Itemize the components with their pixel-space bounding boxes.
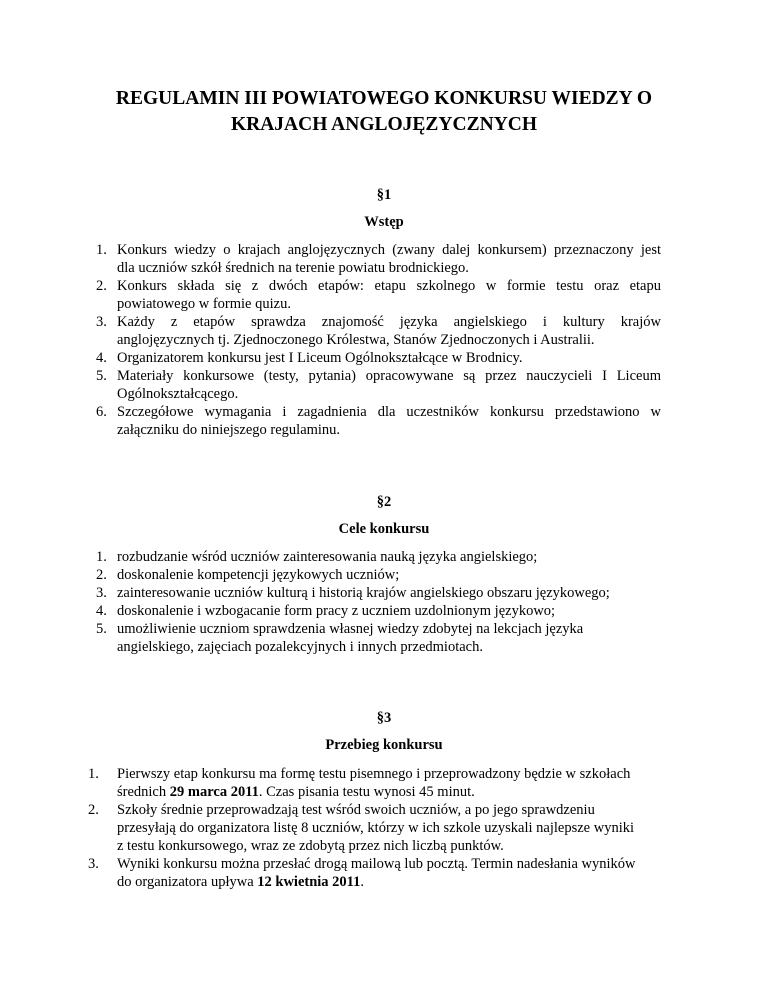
item-number: 1. bbox=[96, 242, 107, 258]
item-line: anglojęzycznych tj. Zjednoczonego Królestwa, Stanów Zjednoczonych i Australii. bbox=[117, 332, 595, 348]
section3-heading: Przebieg konkursu bbox=[325, 737, 443, 753]
section2-item-1 bbox=[97, 548, 667, 566]
section2-item-5 bbox=[97, 620, 667, 656]
section3-item-1 bbox=[88, 765, 678, 801]
item-line: dla uczniów szkół średnich na terenie powiatu brodnickiego. bbox=[117, 260, 469, 276]
item-line: Wyniki konkursu można przesłać drogą mailową lub pocztą. Termin nadesłania wyników bbox=[117, 856, 636, 872]
item-line: Konkurs wiedzy o krajach anglojęzycznych (zwany dalej konkursem) przeznaczony jest bbox=[117, 242, 661, 258]
item-line: doskonalenie kompetencji językowych uczniów; bbox=[117, 567, 400, 583]
section1-item-5 bbox=[97, 367, 661, 403]
item-line: Materiały konkursowe (testy, pytania) opracowywane są przez nauczycieli I Liceum bbox=[117, 368, 661, 384]
item-line: Szczegółowe wymagania i zagadnienia dla uczestników konkursu przedstawiono w bbox=[117, 404, 661, 420]
section1-item-2 bbox=[97, 277, 661, 313]
item-line: powiatowego w formie quizu. bbox=[117, 296, 291, 312]
item-text bbox=[117, 855, 678, 891]
section1-item-3 bbox=[97, 313, 661, 349]
item-number: 2. bbox=[96, 567, 107, 583]
section1-list bbox=[97, 241, 661, 439]
item-line: zainteresowanie uczniów kulturą i historią krajów angielskiego obszaru językowego; bbox=[117, 585, 610, 601]
section2-list bbox=[97, 548, 667, 656]
item-line: załączniku do niniejszego regulaminu. bbox=[117, 422, 341, 438]
item-text bbox=[117, 313, 661, 349]
item-line: Organizatorem konkursu jest I Liceum Ogólnokształcące w Brodnicy. bbox=[117, 350, 523, 366]
section3-item-3 bbox=[88, 855, 678, 891]
item-text bbox=[117, 765, 678, 801]
item-text bbox=[117, 241, 661, 277]
item-number: 6. bbox=[96, 404, 107, 420]
section1-number: §1 bbox=[376, 187, 392, 203]
item-number: 5. bbox=[96, 368, 107, 384]
item-text bbox=[117, 801, 678, 855]
section3-number: §3 bbox=[376, 710, 392, 726]
item-line: Szkoły średnie przeprowadzają test wśród swoich uczniów, a po jego sprawdzeniu bbox=[117, 802, 595, 818]
section3-item-2 bbox=[88, 801, 678, 855]
item-line: angielskiego, zajęciach pozalekcyjnych i innych przedmiotach. bbox=[117, 639, 483, 655]
section1-item-1 bbox=[97, 241, 661, 277]
item-number: 4. bbox=[96, 603, 107, 619]
item-line: Każdy z etapów sprawdza znajomość języka angielskiego i kultury krajów bbox=[117, 314, 661, 330]
section2-item-4 bbox=[97, 602, 667, 620]
item-number: 2. bbox=[96, 278, 107, 294]
item-number: 3. bbox=[96, 314, 107, 330]
section1-item-6 bbox=[97, 403, 661, 439]
section2-item-3 bbox=[97, 584, 667, 602]
item-number: 3. bbox=[88, 856, 99, 872]
item-number: 2. bbox=[88, 802, 99, 818]
section3-list bbox=[88, 765, 678, 891]
item-line: przesyłają do organizatora listę 8 uczniów, którzy w ich szkole uzyskali najlepsze wyniki bbox=[117, 820, 635, 836]
title-line-2: KRAJACH ANGLOJĘZYCZNYCH bbox=[230, 114, 538, 135]
section2-item-2 bbox=[97, 566, 667, 584]
item-line: Konkurs składa się z dwóch etapów: etapu szkolnego w formie testu oraz etapu bbox=[117, 278, 661, 294]
item-number: 5. bbox=[96, 621, 107, 637]
item-text bbox=[117, 548, 667, 566]
item-line: średnich 29 marca 2011. Czas pisania testu wynosi 45 minut. bbox=[117, 784, 475, 800]
section1-heading: Wstęp bbox=[364, 214, 404, 230]
item-text bbox=[117, 620, 667, 656]
item-number: 1. bbox=[96, 549, 107, 565]
item-text bbox=[117, 349, 661, 367]
item-line: Ogólnokształcącego. bbox=[117, 386, 239, 402]
item-line: doskonalenie i wzbogacanie form pracy z uczniem uzdolnionym językowo; bbox=[117, 603, 556, 619]
item-line: rozbudzanie wśród uczniów zainteresowania nauką języka angielskiego; bbox=[117, 549, 538, 565]
section2-heading: Cele konkursu bbox=[338, 521, 430, 537]
item-number: 3. bbox=[96, 585, 107, 601]
item-line: umożliwienie uczniom sprawdzenia własnej wiedzy zdobytej na lekcjach języka bbox=[117, 621, 584, 637]
item-text bbox=[117, 566, 667, 584]
item-number: 4. bbox=[96, 350, 107, 366]
item-line: Pierwszy etap konkursu ma formę testu pisemnego i przeprowadzony będzie w szkołach bbox=[117, 766, 631, 782]
item-number: 1. bbox=[88, 766, 99, 782]
section2-number: §2 bbox=[376, 494, 392, 510]
item-text bbox=[117, 277, 661, 313]
document-title bbox=[60, 86, 708, 138]
title-line-1: REGULAMIN III POWIATOWEGO KONKURSU WIEDZY O bbox=[115, 88, 653, 109]
item-line: do organizatora upływa 12 kwietnia 2011. bbox=[117, 874, 365, 890]
section1-item-4 bbox=[97, 349, 661, 367]
item-text bbox=[117, 602, 667, 620]
item-text bbox=[117, 584, 667, 602]
item-text bbox=[117, 403, 661, 439]
item-text bbox=[117, 367, 661, 403]
item-line: z testu konkursowego, wraz ze zdobytą przez nich liczbą punktów. bbox=[117, 838, 504, 854]
